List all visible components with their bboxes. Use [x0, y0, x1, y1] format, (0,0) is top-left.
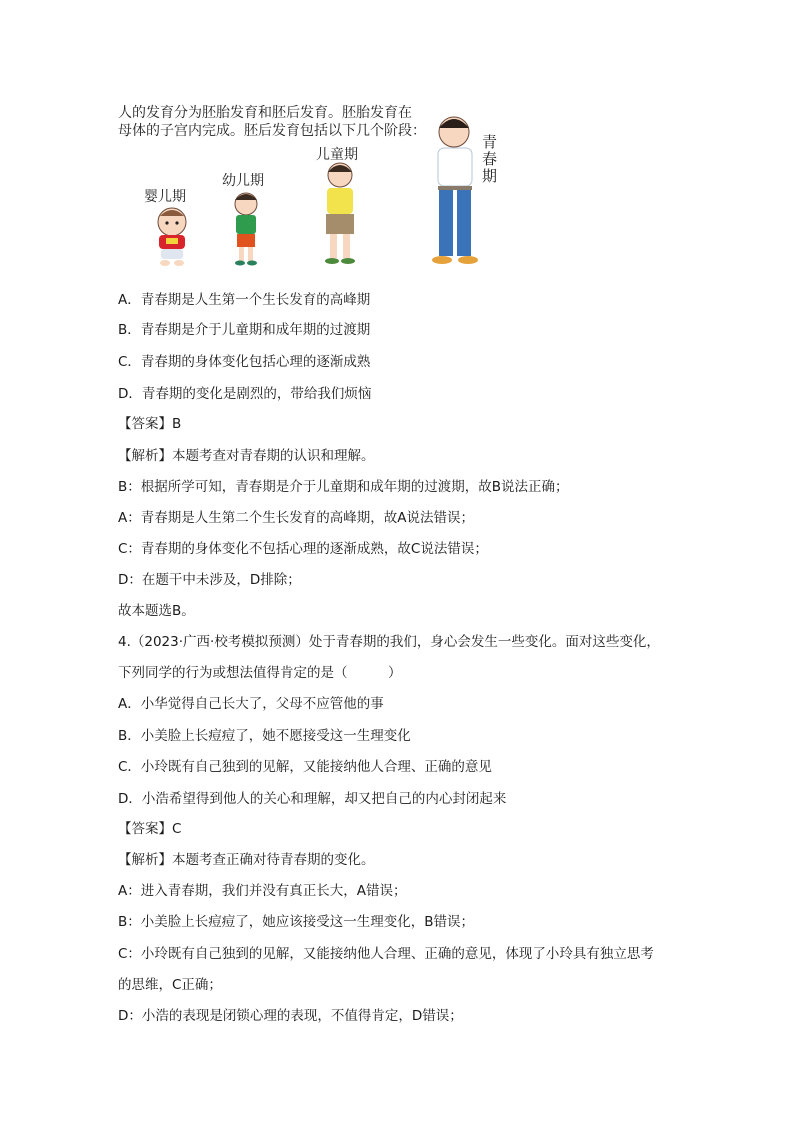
analysis-4-d: D：小浩的表现是闭锁心理的表现，不值得肯定，D错误； — [118, 1008, 463, 1024]
stage-label-infant: 婴儿期 — [144, 189, 186, 205]
q4-option-d: D．小浩希望得到他人的关心和理解，却又把自己的内心封闭起来 — [118, 791, 507, 807]
option-c: C．青春期的身体变化包括心理的逐渐成熟 — [118, 354, 371, 370]
option-d: D．青春期的变化是剧烈的，带给我们烦恼 — [118, 386, 372, 402]
q4-option-b: B．小美脸上长痘痘了，她不愿接受这一生理变化 — [118, 728, 411, 744]
conclusion-3: 故本题选B。 — [118, 603, 195, 619]
option-a: A．青春期是人生第一个生长发育的高峰期 — [118, 292, 371, 308]
analysis-3-a: A：青春期是人生第二个生长发育的高峰期，故A说法错误； — [118, 510, 474, 526]
analysis-4-c-line1: C：小玲既有自己独到的见解，又能接纳他人合理、正确的意见，体现了小玲具有独立思考 — [118, 946, 654, 962]
figure-caption-line2: 母体的子宫内完成。胚后发育包括以下几个阶段： — [118, 123, 426, 139]
analysis-3-d: D：在题干中未涉及，D排除； — [118, 572, 301, 588]
figure-caption-line1: 人的发育分为胚胎发育和胚后发育。胚胎发育在 — [118, 105, 412, 121]
answer-3: 【答案】B — [118, 416, 182, 432]
analysis-3-b: B：根据所学可知，青春期是介于儿童期和成年期的过渡期，故B说法正确； — [118, 479, 569, 495]
adolescent-illustration — [432, 117, 478, 264]
growth-stages-figure — [118, 100, 508, 272]
analysis-4-a: A：进入青春期，我们并没有真正长大，A错误； — [118, 883, 407, 899]
question-4-line2: 下列同学的行为或想法值得肯定的是（ ） — [118, 665, 402, 681]
q4-option-c: C．小玲既有自己独到的见解，又能接纳他人合理、正确的意见 — [118, 759, 492, 775]
analysis-3-c: C：青春期的身体变化不包括心理的逐渐成熟，故C说法错误； — [118, 541, 488, 557]
infant-illustration — [158, 208, 186, 266]
growth-illustration — [118, 100, 508, 272]
answer-4: 【答案】C — [118, 821, 182, 837]
child-illustration — [325, 163, 355, 264]
toddler-illustration — [235, 193, 257, 266]
analysis-4-b: B：小美脸上长痘痘了，她应该接受这一生理变化，B错误； — [118, 914, 475, 930]
q4-option-a: A．小华觉得自己长大了，父母不应管他的事 — [118, 696, 384, 712]
stage-label-child: 儿童期 — [316, 147, 358, 163]
analysis-4: 【解析】本题考查正确对待青春期的变化。 — [118, 852, 375, 868]
analysis-3: 【解析】本题考查对青春期的认识和理解。 — [118, 448, 375, 464]
question-4-line1: 4.（2023·广西·校考模拟预测）处于青春期的我们，身心会发生一些变化。面对这些变化， — [118, 634, 660, 650]
analysis-4-c-line2: 的思维，C正确； — [118, 977, 222, 993]
stage-label-adolescent: 青春期 — [482, 133, 498, 185]
option-b: B．青春期是介于儿童期和成年期的过渡期 — [118, 322, 371, 338]
stage-label-toddler: 幼儿期 — [222, 173, 264, 189]
